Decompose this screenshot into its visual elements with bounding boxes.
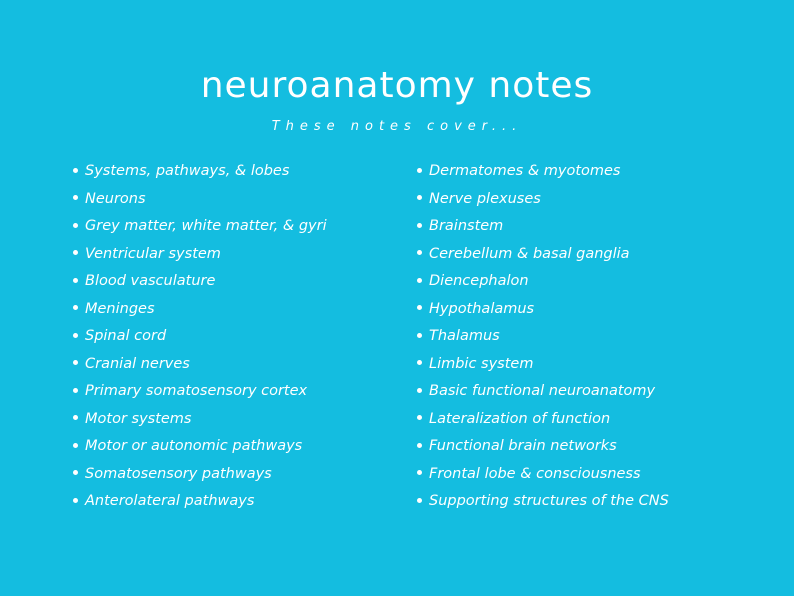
bullet-icon (73, 305, 78, 310)
list-item-label: Systems, pathways, & lobes (85, 163, 290, 179)
list-item-label: Somatosensory pathways (85, 465, 272, 482)
list-item-label: Motor or autonomic pathways (85, 438, 303, 454)
list-item-label: Frontal lobe & consciousness (429, 465, 641, 482)
list-item (73, 488, 393, 516)
list-item (73, 213, 393, 241)
list-item (73, 296, 393, 324)
list-item (417, 351, 747, 379)
list-item-label: Diencephalon (429, 273, 529, 289)
bullet-icon (417, 168, 422, 173)
list-item (73, 378, 393, 406)
list-item-label: Functional brain networks (429, 438, 617, 454)
list-item (73, 323, 393, 351)
bullet-icon (417, 333, 422, 338)
list-item-label: Lateralization of function (429, 410, 611, 427)
list-item (73, 406, 393, 434)
list-item-label: Ventricular system (85, 245, 221, 262)
bullet-icon (417, 388, 422, 393)
list-item (417, 323, 747, 351)
bullet-icon (73, 333, 78, 338)
bullet-icon (73, 470, 78, 475)
list-item-label: Grey matter, white matter, & gyri (85, 218, 327, 234)
bullet-icon (417, 470, 422, 475)
list-item-label: Spinal cord (85, 328, 167, 344)
bullet-icon (417, 223, 422, 228)
list-item-label: Brainstem (429, 218, 504, 234)
list-item-label: Cranial nerves (85, 355, 190, 372)
bullet-icon (73, 195, 78, 200)
list-item (73, 186, 393, 214)
list-item-label: Motor systems (85, 410, 192, 427)
list-item (417, 378, 747, 406)
list-item-label: Nerve plexuses (429, 190, 541, 207)
list-item-label: Primary somatosensory cortex (85, 383, 308, 399)
list-item (73, 268, 393, 296)
bullet-icon (417, 250, 422, 255)
bullet-icon (417, 415, 422, 420)
bullet-icon (73, 388, 78, 393)
list-item (417, 186, 747, 214)
list-item (417, 296, 747, 324)
list-item-label: Blood vasculature (85, 273, 216, 289)
list-item (73, 461, 393, 489)
list-item (417, 213, 747, 241)
list-item-label: Supporting structures of the CNS (429, 493, 669, 509)
list-item (73, 351, 393, 379)
list-item (417, 461, 747, 489)
page-title: neuroanatomy notes (200, 65, 594, 106)
list-item-label: Dermatomes & myotomes (429, 163, 621, 179)
list-item (417, 241, 747, 269)
list-item-label: Basic functional neuroanatomy (429, 383, 656, 399)
bullet-icon (417, 278, 422, 283)
bullet-icon (73, 443, 78, 448)
bullet-icon (73, 250, 78, 255)
bullet-icon (73, 278, 78, 283)
bullet-icon (417, 305, 422, 310)
bullet-icon (73, 360, 78, 365)
bullet-icon (73, 498, 78, 503)
topic-list-right (417, 158, 747, 516)
list-item-label: Thalamus (429, 328, 500, 344)
list-item-label: Limbic system (429, 355, 534, 372)
bullet-icon (417, 360, 422, 365)
list-item-label: Cerebellum & basal ganglia (429, 245, 630, 262)
bullet-icon (417, 498, 422, 503)
list-item (417, 433, 747, 461)
page-subtitle: These notes cover... (271, 119, 523, 134)
bullet-icon (73, 223, 78, 228)
list-item-label: Neurons (85, 190, 146, 207)
list-item (417, 406, 747, 434)
list-item (417, 488, 747, 516)
list-item (73, 158, 393, 186)
bullet-icon (417, 443, 422, 448)
list-item-label: Hypothalamus (429, 300, 535, 317)
list-item-label: Meninges (85, 300, 155, 317)
list-item (73, 241, 393, 269)
list-item-label: Anterolateral pathways (85, 493, 255, 509)
bullet-icon (73, 415, 78, 420)
list-item (73, 433, 393, 461)
list-item (417, 158, 747, 186)
list-item (417, 268, 747, 296)
topic-list-left (73, 158, 393, 516)
bullet-icon (73, 168, 78, 173)
bullet-icon (417, 195, 422, 200)
